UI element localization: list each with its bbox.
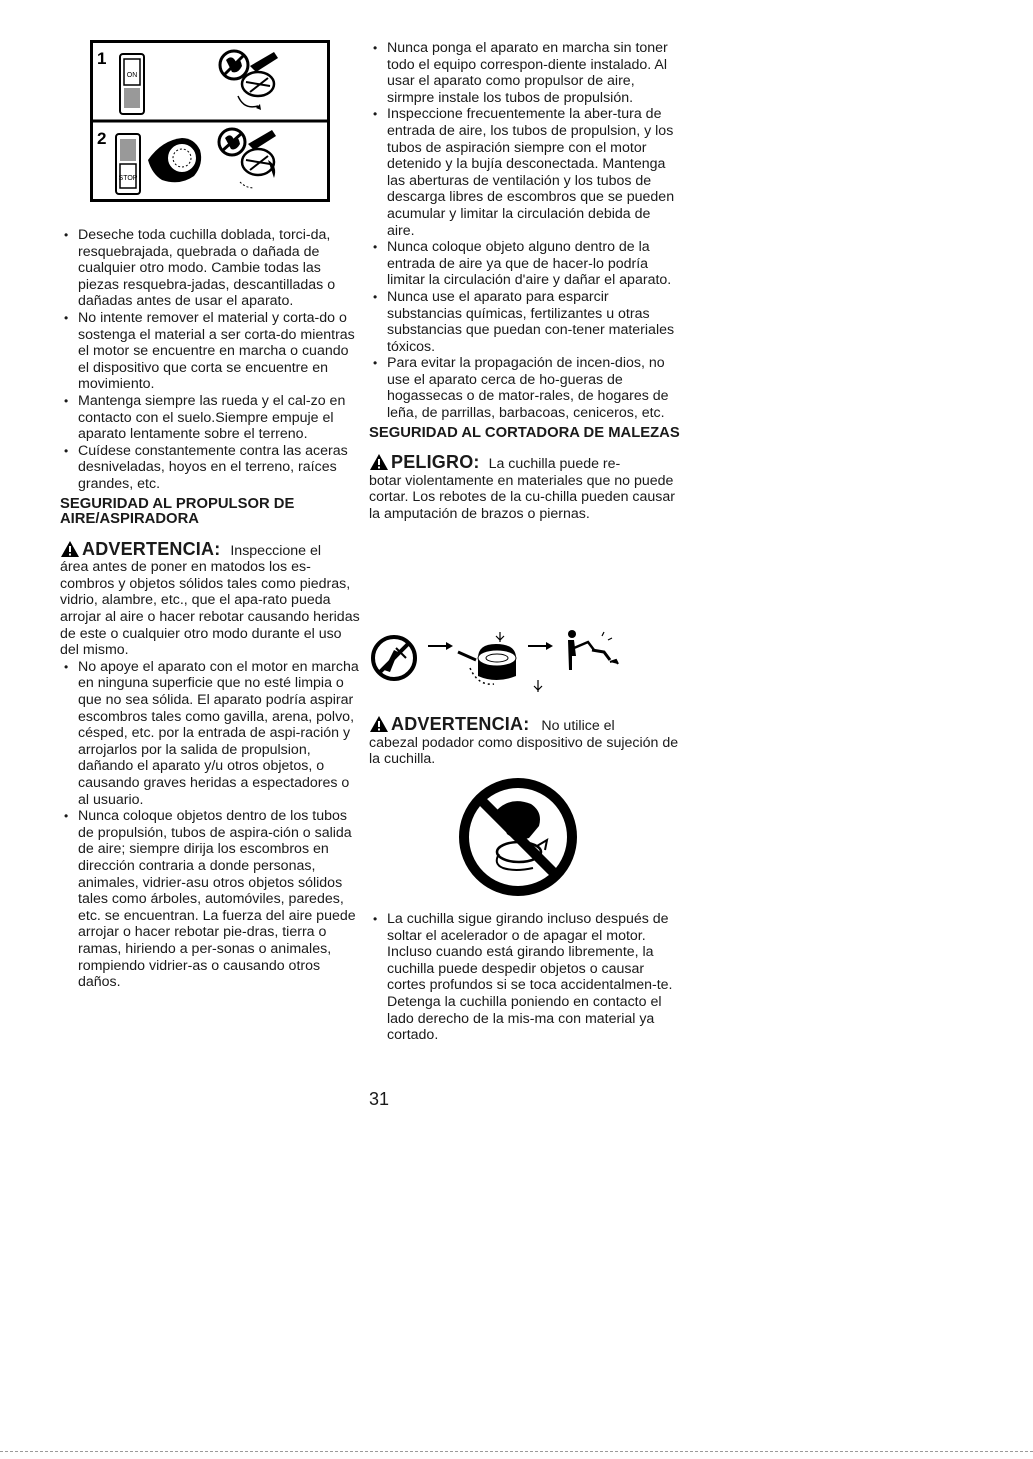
list-item: • Cuídese constantemente contra las aceras desniveladas, hoyos en el terreno, raíces grandes, etc.: [60, 443, 360, 493]
prohibited-trimmer-icon: [373, 637, 415, 679]
list-item: • Inspeccione frecuentemente la aber-tura de entrada de aire, los tubos de propulsion, y los tubos de aspiración siempre con el motor detenido y la bujía desconectada. Mantenga las aberturas de ventilación y los tubos de descarga libres de escombros que se pueden acumular y limitar la circulación debida de aire.: [369, 106, 681, 239]
warning2-body: cabezal podador como dispositivo de sujeción de la cuchilla.: [369, 734, 679, 768]
list-item: • Deseche toda cuchilla doblada, torci-da, resquebrajada, quebrada o dañada de cualquier otro modo. Cambie todas las piezas resquebra-jadas, descantilladas o dañadas antes de usar el aparato.: [60, 227, 360, 310]
warning-lead: Inspeccione el: [230, 542, 322, 559]
right-bullet-list-b: [369, 911, 681, 1044]
warning-triangle-icon: [60, 540, 80, 558]
arrow-right-icon-2: [528, 642, 553, 650]
left-bullet-list-b: [60, 659, 360, 991]
list-item: • Nunca coloque objetos dentro de los tubos de propulsión, tubos de aspira-ción o salida de aire; siempre dirija los escombros en dirección contraria a donde personas, animales, vidrier-asu otros objetos sólidos tales como árboles, automóviles, paredes, etc. se encuentran. La fuerza del aire puede arrojar o hacer rebotar pie-dras, tierra o ramas, hiriendo a per-sonas o animales, rompiendo vidrier-as o causando otros daños.: [60, 808, 360, 991]
list-item: • No intente remover el material y corta-do o sostenga el material a ser corta-do mientras el motor se encuentre en marcha o cuando el dispositivo que corta se encuentre en movimiento.: [60, 310, 360, 393]
section-heading-trimmer: SEGURIDAD AL CORTADORA DE MALEZAS: [369, 424, 680, 441]
switch-stop-label: STOP: [118, 175, 138, 182]
prohibited-hand-icon: [220, 51, 248, 79]
page-bottom-divider: [0, 1451, 1033, 1452]
prohibited-hand-icon-2: [219, 129, 245, 155]
switch-on-label: ON: [126, 72, 138, 79]
section-heading-blower: SEGURIDAD AL PROPULSOR DE AIRE/ASPIRADORA: [60, 495, 295, 528]
danger-title: PELIGRO:: [391, 452, 480, 473]
right-column-top: [369, 40, 681, 523]
page-number: 31: [369, 1089, 390, 1109]
kickback-figure-graphic: [370, 622, 670, 700]
list-item: • No apoye el aparato con el motor en marcha en ninguna superficie que no esté limpia o que no sea sólida. El aparato podría aspirar escombros tales como gavilla, arena, polvo, césped, etc. por la entrada de aspi-ración y arrojarlos por la salida de propulsion, dañando el aparato y/u otros objetos, o causando graves heridas a espectadores o al usuario.: [60, 659, 360, 808]
danger-body: botar violentamente en materiales que no puede cortar. Los rebotes de la cu-chilla pueden causar la amputación de brazos o piernas.: [369, 472, 676, 523]
warning2-lead: No utilice el: [541, 718, 615, 734]
kickback-figure: [370, 622, 670, 700]
switch-figure-graphic: [90, 40, 330, 202]
warning-body: área antes de poner en matodos los es-combros y objetos sólidos tales como piedras, vidrio, alambre, etc., que el apa-rato pueda arrojar al aire o hacer rebotar causando heridas de este o cualquier otro modo durante el uso del mismo.: [60, 559, 360, 659]
right-column-bottom: [369, 911, 681, 1044]
panel1-number: 1: [97, 49, 107, 68]
danger-line: [369, 453, 681, 473]
danger-lead: La cuchilla puede re-: [488, 456, 621, 473]
warning-line: [60, 540, 360, 560]
danger-triangle-icon: [369, 453, 389, 471]
list-item: • Mantenga siempre las rueda y el cal-zo en contacto con el suelo.Siempre empuje el aparato lentamente sobre el terreno.: [60, 393, 360, 443]
switch-on-icon: [120, 54, 144, 114]
stump-icon: [458, 632, 542, 692]
list-item: • Nunca ponga el aparato en marcha sin toner todo el equipo correspon-diente instalado. Al usar el aparato como propulsor de aire, sirmpre instale los tubos de propulsión.: [369, 40, 681, 106]
prohibited-head-figure: [457, 776, 579, 898]
warning2-title: ADVERTENCIA:: [391, 714, 530, 734]
warning2-line: [369, 715, 681, 735]
arrow-right-icon: [428, 642, 453, 650]
prohibited-trimmer-head-icon: [457, 776, 579, 898]
right-column-warning2: [369, 715, 681, 768]
warning2-triangle-icon: [369, 715, 389, 733]
list-item: • Para evitar la propagación de incen-dios, no use el aparato cerca de ho-gueras de hogassecas o de mator-rales, de hogares de leña, de parrillas, barbacoas, ceniceros, etc.: [369, 355, 681, 421]
danger-block: [369, 453, 681, 522]
list-item: • Nunca coloque objeto alguno dentro de la entrada de aire ya que de hacer-lo podría limitar la circulación d'aire y dañar el aparato.: [369, 239, 681, 289]
list-item: • La cuchilla sigue girando incluso después de soltar el acelerador o de apagar el motor. Incluso cuando está girando libremente, la cuchilla puede despedir objetos o causar cortes profundos si se toca accidentalmen-te. Detenga la cuchilla poniendo en contacto el lado derecho de la mis-ma con material ya cortado.: [369, 911, 681, 1044]
panel2-number: 2: [97, 129, 107, 148]
warning-block: [60, 540, 360, 659]
left-bullet-list-a: [60, 227, 360, 493]
list-item: • Nunca use el aparato para esparcir substancias químicas, fertilizantes u otras substancias que puedan con-tener materiales tóxicos.: [369, 289, 681, 355]
switch-figure: [90, 40, 330, 202]
warning-title: ADVERTENCIA:: [82, 538, 221, 559]
kickback-person-icon: [568, 630, 618, 670]
switch-stop-icon: [116, 134, 140, 194]
left-column: [60, 227, 360, 991]
right-bullet-list-a: [369, 40, 681, 422]
